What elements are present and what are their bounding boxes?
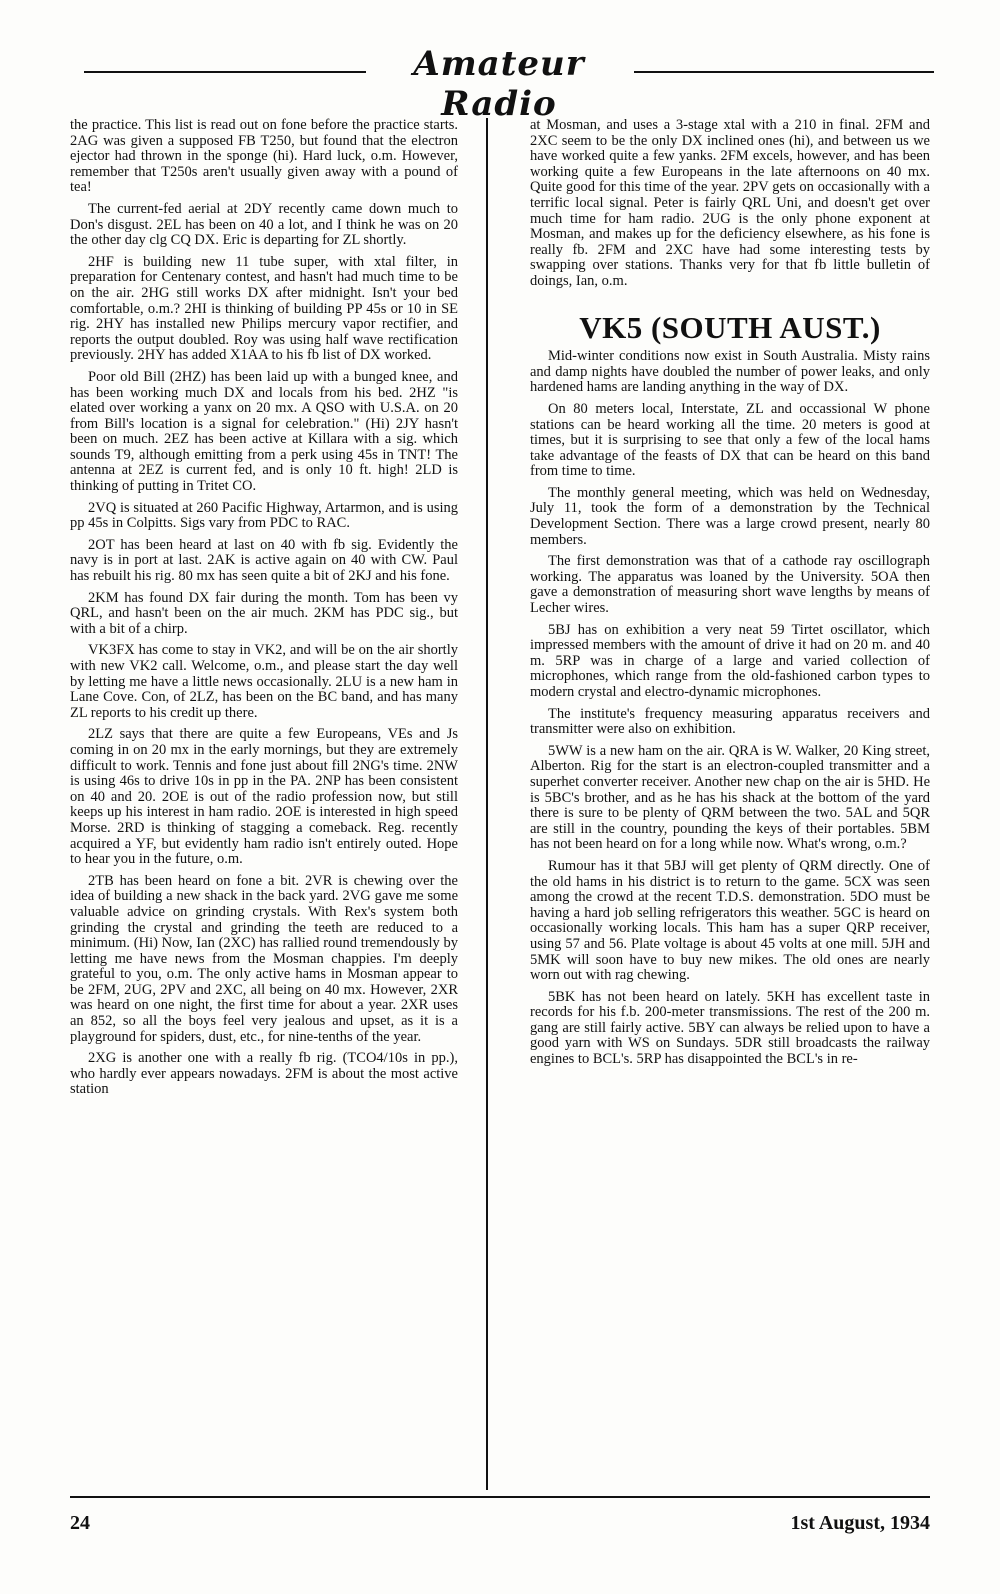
paragraph: 2OT has been heard at last on 40 with fb sig. Evidently the navy is in port at last. 2AK is active again on 40 with CW. Paul has rebuilt his rig. 80 mx has seen quite a bit of 2KJ and his fone. [70, 536, 458, 585]
section-heading: VK5 (SOUTH AUST.) [579, 309, 881, 345]
paragraph: 2HF is building new 11 tube super, with xtal filter, in preparation for Centenary contest, and hasn't had much time to be on the air. 2HG still works DX after midnight. Isn't your bed comfortable, o.m.? 2HI is thinking of building PP 45s or 10 in SE rig. 2HY has installed new Philips mercury vapor rectifier, and reports the output doubled. Roy was using half wave rectification previously. 2HY has added X1AA to his fb list of DX worked. [70, 253, 458, 364]
paragraph: VK3FX has come to stay in VK2, and will be on the air shortly with new VK2 call. Welcome, o.m., and please start the day well by letting me have a little news occasionally. 2LU is a new ham in Lane Cove. Con, of 2LZ, has been on the BC band, and has many ZL reports to his credit up there. [70, 642, 458, 721]
paragraph: at Mosman, and uses a 3-stage xtal with a 210 in final. 2FM and 2XC seem to be the only DX inclined ones (hi), and between us we have worked quite a few yanks. 2FM excels, however, and has been working quite a few Europeans in the late afternoons on 40 mx. Quite good for this time of the year. 2PV gets on occasionally with a terrific local signal. Peter is fairly QRL Uni, and doesn't get over much time for ham radio. 2UG is the only phone exponent at Mosman, and makes up for the deficiency elsewhere, as his fone is really fb. 2FM and 2XC have had some interesting tests by swapping over stations. Thanks very for that fb little bulletin of doings, Ian, o.m. [530, 118, 930, 289]
page-number: 24 [70, 1512, 90, 1534]
paragraph: Mid-winter conditions now exist in South Australia. Misty rains and damp nights have doubled the number of power leaks, and only hardened hams are landing anything in the way of DX. [530, 348, 930, 396]
paragraph: 2XG is another one with a really fb rig. (TCO4/10s in pp.), who hardly ever appears nowadays. 2FM is about the most active station [70, 1050, 458, 1098]
paragraph: 2VQ is situated at 260 Pacific Highway, Artarmon, and is using pp 45s in Colpitts. Sigs vary from PDC to RAC. [70, 499, 458, 532]
masthead [84, 44, 934, 124]
masthead-title: Amateur Radio [413, 44, 585, 124]
footer-rule [70, 1496, 930, 1498]
paragraph: 5WW is a new ham on the air. QRA is W. Walker, 20 King street, Alberton. Rig for the start is an electron-coupled transmitter and a superhet converter receiver. Another new chap on the air is 5HD. He is 5BC's brother, and as he has his shack at the bottom of the yard there is sure to be plenty of QRM between the two. 5AL and 5QR are still in the country, pounding the keys of their portables. 5BM has not been heard on for a long while now. What's wrong, o.m.? [530, 742, 930, 853]
column-divider [486, 118, 488, 1490]
paragraph: 2LZ says that there are quite a few Europeans, VEs and Js coming in on 20 mx in the early mornings, but they are extremely difficult to work. Tennis and fone just about fill 2NG's time. 2NW is using 46s to drive 10s in pp in the PA. 2NP has been consistent on 40 and 20. 2OE is out of the radio profession now, but still keeps up his interest in ham radio. 2OE is interested in high speed Morse. 2RD is thinking of stagging a comeback. Reg. recently acquired a YF, but evidently ham radio isn't entirely outed. Hope to hear you in the future, o.m. [70, 726, 458, 868]
issue-date: 1st August, 1934 [790, 1512, 930, 1534]
paragraph: 5BJ has on exhibition a very neat 59 Tirtet oscillator, which impressed members with the amount of drive it had on 20 m. and 40 m. 5RP was in charge of a large and varied collection of microphones, which range from the old-fashioned carbon types to modern crystal and electro-dynamic microphones. [530, 621, 930, 700]
paragraph: Poor old Bill (2HZ) has been laid up with a bunged knee, and has been working much DX and locals from his bed. 2HZ "is elated over working a yanx on 20 mx. A QSO with U.S.A. on 20 from Bill's location is a signal for celebration." (Hi) 2JY hasn't been on much. 2EZ has been active at Killara with a sig. which sounds T9, although emitting from a perk using 45s in TNT! The antenna at 2EZ is current fed, and is only 10 ft. high! 2LD is thinking of putting in Tritet CO. [70, 368, 458, 495]
paragraph: 5BK has not been heard on lately. 5KH has excellent taste in records for his f.b. 200-meter transmissions. The rest of the 200 m. gang are still fairly active. 5BY can always be relied upon to have a good yarn with WS on Sundays. 5DR still broadcasts the railway engines to BCL's. 5RP has disappointed the BCL's in re- [530, 988, 930, 1068]
paragraph: On 80 meters local, Interstate, ZL and occassional W phone stations can be heard working all the time. 20 meters is good at times, but it is surprising to see that only a few of the local hams take advantage of the feasts of DX that can be heard on this band from time to time. [530, 400, 930, 480]
paragraph: The institute's frequency measuring apparatus receivers and transmitter were also on exhibition. [530, 705, 930, 738]
paragraph: 2TB has been heard on fone a bit. 2VR is chewing over the idea of building a new shack in the back yard. 2VG gave me some valuable advice on grinding crystals. With Rex's system both grinding the crystal and grinding the teeth are reduced to a minimum. (Hi) Now, Ian (2XC) has rallied round tremendously by letting me have news from the Mosman chappies. I'm deeply grateful to you, o.m. The only active hams in Mosman appear to be 2FM, 2UG, 2PV and 2XC, all being on 40 mx. However, 2XR was heard on one night, the first time for about a year. 2XR uses an 852, so all the boys feel very jealous and upset, as it is a playground for spiders, dust, etc., for nine-tenths of the year. [70, 872, 458, 1045]
paragraph: the practice. This list is read out on fone before the practice starts. 2AG was given a supposed FB T250, but found that the electron ejector had thrown in the sponge (hi). Hard luck, o.m. However, remember that T250s aren't usually given away with a pound of tea! [70, 118, 458, 196]
masthead-rule-left [84, 71, 366, 73]
paragraph: The current-fed aerial at 2DY recently came down much to Don's disgust. 2EL has been on 40 a lot, and I think he was on 20 the other day clg CQ DX. Eric is departing for ZL shortly. [70, 200, 458, 249]
paragraph: The first demonstration was that of a cathode ray oscillograph working. The apparatus was loaned by the University. 5OA then gave a demonstration of measuring short wave lengths by means of Lecher wires. [530, 553, 930, 617]
left-column [70, 118, 458, 1483]
paragraph: Rumour has it that 5BJ will get plenty of QRM directly. One of the old hams in his district is to return to the game. 5CX was seen among the crowd at the recent T.D.S. demonstration. 5DO must be having a hard job selling refrigerators this weather. 5GC is heard on occasionally working locals. This ham has a super QRP receiver, using 57 and 56. Plate voltage is about 45 volts at one mill. 5JH and 5MK will soon have to buy new mikes. The old ones are nearly worn out with rag chewing. [530, 857, 930, 984]
masthead-rule-right [634, 71, 934, 73]
paragraph: 2KM has found DX fair during the month. Tom has been vy QRL, and hasn't been on the air much. 2KM has PDC sig., but with a bit of a chirp. [70, 589, 458, 637]
paragraph: The monthly general meeting, which was held on Wednesday, July 11, took the form of a demonstration by the Technical Development Section. There was a large crowd present, nearly 80 members. [530, 484, 930, 548]
right-column [530, 118, 930, 1483]
